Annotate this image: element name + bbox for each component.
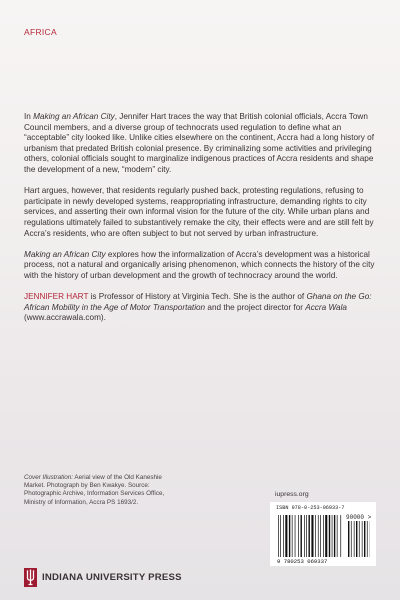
barcode-addon-bar <box>356 521 357 557</box>
barcode-bar <box>329 515 330 557</box>
barcode-bar <box>325 515 327 557</box>
barcode-bar <box>301 515 302 557</box>
publisher-name: INDIANA UNIVERSITY PRESS <box>42 571 182 583</box>
paragraph-1-lead: In <box>24 112 34 121</box>
barcode-addon-bar <box>351 521 352 557</box>
barcode-addon-bar <box>362 521 363 557</box>
barcode-icon <box>276 513 370 565</box>
barcode-bar <box>315 515 316 557</box>
cover-credit <box>24 474 184 507</box>
author-bio-text: (www.accrawala.com). <box>24 313 106 323</box>
barcode-bar <box>295 515 296 557</box>
description-paragraph-2: Hart argues, however, that residents regularly pushed back, protesting regulations, refusing to participate in newly developed systems, reappropriating infrastructure, demanding rights to city services, and asserting their own informal vision for the future of the city. While urban plans and regulations ultimately failed to substantively remake the city, their effects were and are still felt by Accra’s residents, who are often subject to but not served by urban infrastructure. <box>24 186 374 238</box>
barcode-digits: 9 780253 069337 <box>277 558 328 565</box>
barcode-bar <box>298 515 299 557</box>
barcode-addon-bar <box>364 521 365 557</box>
isbn-label: ISBN 978-0-253-06933-7 <box>276 505 345 511</box>
author-bio <box>24 292 376 324</box>
publisher-logo-block <box>24 567 182 587</box>
barcode-bar <box>334 515 335 557</box>
isbn-barcode <box>270 502 376 566</box>
barcode-bar <box>280 515 281 557</box>
author-bio-text: and the project director for <box>205 302 306 312</box>
barcode-bar <box>292 515 293 557</box>
barcode-bar <box>289 515 290 557</box>
barcode-bar <box>340 515 341 557</box>
book-title-italic: Making an African City <box>33 112 115 121</box>
paragraph-3-text: explores how the informalization of Accra’s development was a historical process, not a natural and organically arising phenomenon, which connects the history of the city with the history of urban development and the growth of technocracy around the world. <box>24 249 375 280</box>
cover-credit-label: Cover Illustration: <box>24 474 73 481</box>
barcode-bar <box>320 515 321 557</box>
barcode-bar <box>337 515 338 557</box>
author-bio-text: is Professor of History at Virginia Tech. She is the author of <box>88 292 307 302</box>
barcode-bar <box>332 515 333 557</box>
book-title-italic: Making an African City <box>24 249 106 259</box>
paragraph-1-text: , Jennifer Hart traces the way that British colonial officials, Accra Town Council members, and a diverse group of technocrats used regulation to define what an “acceptable” city looked like. Unlike cities elsewhere on the continent, Accra had a long history of urbanism that predated British colonial presence. By criminalizing some activities and privileging others, colonial officials sought to marginalize indigenous practices of Accra residents and shape the development of a new, “modern” city. <box>24 112 374 174</box>
description-paragraph-1 <box>24 112 376 176</box>
barcode-bar <box>318 515 319 557</box>
barcode-bar <box>323 515 324 557</box>
author-book-title: Ghana on the Go: African Mobility in the Age of Motor Transportation <box>24 292 372 312</box>
iu-trident-logo-icon <box>24 568 37 587</box>
barcode-addon-bar <box>348 521 349 557</box>
barcode-bar <box>306 515 307 557</box>
author-name: JENNIFER HART <box>24 292 89 302</box>
author-project-title: Accra Wala <box>305 302 347 312</box>
description-body <box>24 112 376 334</box>
barcode-bar <box>278 515 279 557</box>
barcode-addon-bar <box>354 521 355 557</box>
barcode-bar <box>311 515 313 557</box>
cover-credit-text: Aerial view of the Old Kaneshie Market. Photograph by Ben Kwakye. Source: Photographic Archive, Information Services Office, Ministry of Information, Accra PS 1693/2. <box>24 474 165 506</box>
description-paragraph-3 <box>24 250 376 282</box>
barcode-bar <box>285 515 287 557</box>
barcode-addon-bar <box>367 521 368 557</box>
publisher-url: iupress.org <box>275 491 309 498</box>
barcode-addon-bar <box>359 521 360 557</box>
barcode-bar <box>283 515 284 557</box>
category-label: AFRICA <box>24 27 57 37</box>
barcode-bar <box>309 515 310 557</box>
barcode-bar <box>304 515 305 557</box>
price-code: 90000 > <box>346 514 372 521</box>
